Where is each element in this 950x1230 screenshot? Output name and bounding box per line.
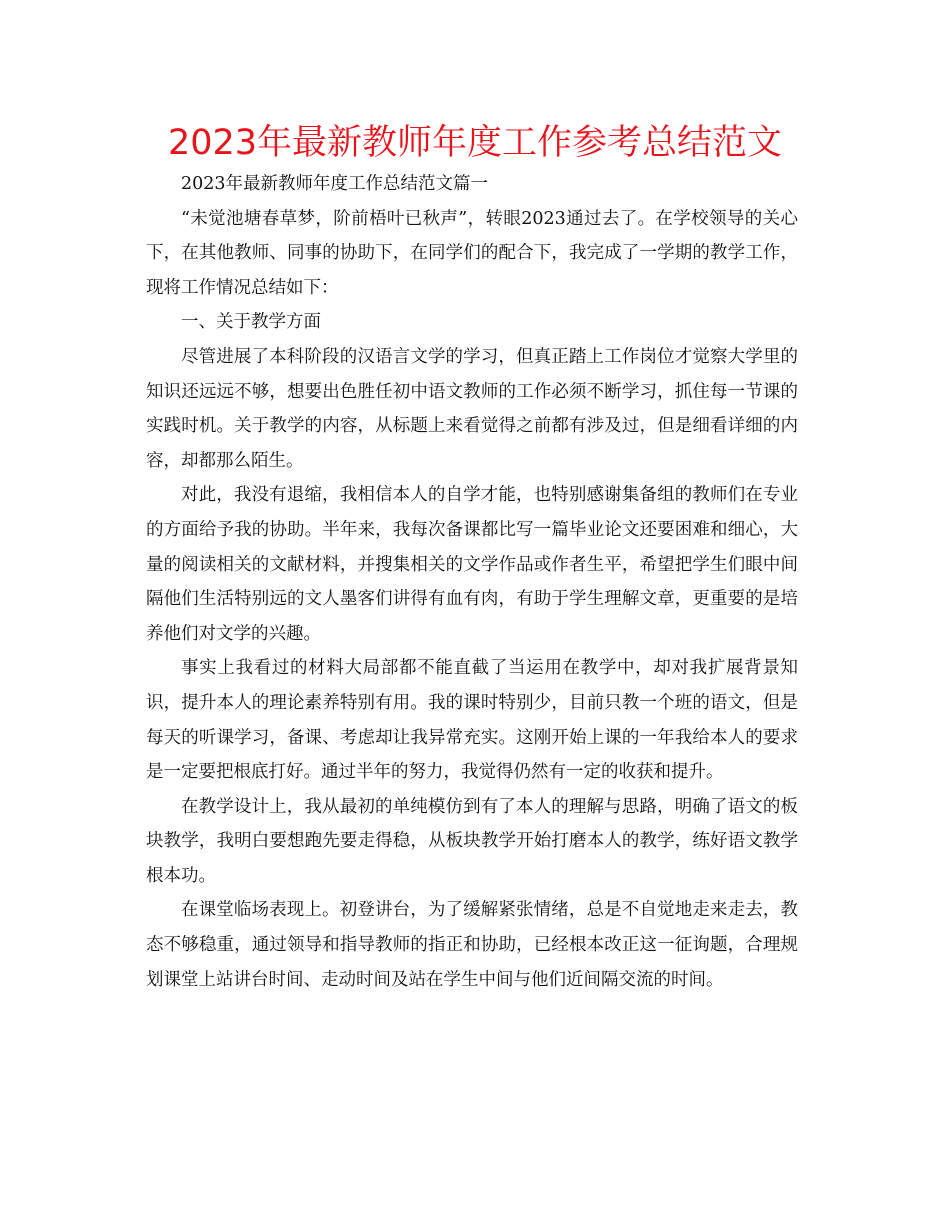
document-body <box>146 167 798 997</box>
paragraph-teaching-design: 在教学设计上，我从最初的单纯模仿到有了本人的理解与思路，明确了语文的板块教学，我明白要想跑先要走得稳，从板块教学开始打磨本人的教学，练好语文教学根本功。 <box>146 796 798 886</box>
document-title: 2023年最新教师年度工作参考总结范文 <box>167 123 783 163</box>
paragraph-materials: 事实上我看过的材料大局部都不能直截了当运用在教学中，却对我扩展背景知识，提升本人的理论素养特别有用。我的课时特别少，目前只教一个班的语文，但是每天的听课学习，备课、考虑却让我异常充实。这刚开始上课的一年我给本人的要求是一定要把根底打好。通过半年的努力，我觉得仍然有一定的收获和提升。 <box>146 658 798 783</box>
paragraph-study: 尽管进展了本科阶段的汉语言文学的学习，但真正踏上工作岗位才觉察大学里的知识还远远不够，想要出色胜任初中语文教师的工作必须不断学习，抓住每一节课的实践时机。关于教学的内容，从标题上来看觉得之前都有涉及过，但是细看详细的内容，却都那么陌生。 <box>146 346 798 471</box>
paragraph-intro: “未觉池塘春草梦，阶前梧叶已秋声”，转眼2023通过去了。在学校领导的关心下，在其他教师、同事的协助下，在同学们的配合下，我完成了一学期的教学工作，现将工作情况总结如下： <box>146 208 798 298</box>
paragraph-self-learning: 对此，我没有退缩，我相信本人的自学才能，也特别感谢集备组的教师们在专业的方面给予我的协助。半年来，我每次备课都比写一篇毕业论文还要困难和细心，大量的阅读相关的文献材料，并搜集相关的文学作品或作者生平，希望把学生们眼中间隔他们生活特别远的文人墨客们讲得有血有肉，有助于学生理解文章，更重要的是培养他们对文学的兴趣。 <box>146 485 798 644</box>
section-heading-teaching: 一、关于教学方面 <box>181 312 321 333</box>
paragraph-classroom-performance: 在课堂临场表现上。初登讲台，为了缓解紧张情绪，总是不自觉地走来走去，教态不够稳重，通过领导和指导教师的指正和协助，已经根本改正这一征询题，合理规划课堂上站讲台时间、走动时间及站在学生中间与他们近间隔交流的时间。 <box>146 900 798 990</box>
section-heading-article-one: 2023年最新教师年度工作总结范文篇一 <box>181 174 489 194</box>
